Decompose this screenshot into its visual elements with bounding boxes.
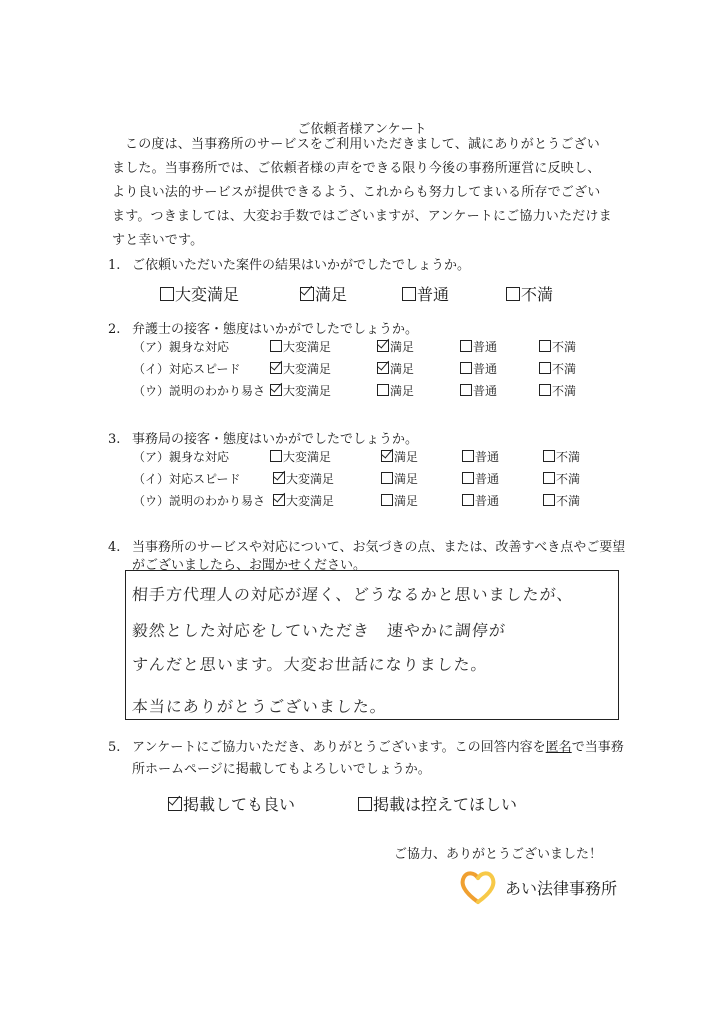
- option-satisfied[interactable]: 満足: [381, 448, 418, 465]
- option-dissatisfied[interactable]: 不満: [539, 382, 576, 399]
- handwritten-line: 本当にありがとうございました。: [131, 697, 388, 716]
- row-label: （ウ）説明のわかり易さ: [133, 494, 266, 508]
- option-dissatisfied[interactable]: 不満: [539, 360, 576, 377]
- question-number: 3.: [108, 432, 121, 447]
- question-2: [108, 318, 418, 337]
- checkbox-checked[interactable]: [300, 287, 314, 301]
- intro-paragraph: この度は、当事務所のサービスをご利用いただきまして、誠にありがとうございました。当事務所では、ご依頼者様の声をできる限り今後の事務所運営に反映し、より良い法的サービスが提供できるよう、これからも努力してまいる所存でございます。つきましては、大変お手数ではございますが、アンケートにご協力いただけますと幸いです。: [112, 137, 612, 248]
- option-satisfied[interactable]: 満足: [377, 382, 414, 399]
- option-satisfied[interactable]: 満足: [381, 470, 418, 487]
- checkbox[interactable]: [506, 287, 520, 301]
- checkbox[interactable]: [160, 287, 174, 301]
- heart-logo-icon: [458, 866, 498, 906]
- checkbox-checked[interactable]: [168, 797, 182, 811]
- option-normal[interactable]: 普通: [460, 360, 497, 377]
- question-number: 1.: [108, 258, 121, 273]
- option-normal[interactable]: 普通: [462, 448, 499, 465]
- q5-option-decline[interactable]: 掲載は控えてほしい: [358, 792, 517, 815]
- option-satisfied[interactable]: 満足: [377, 360, 414, 377]
- checkbox[interactable]: [402, 287, 416, 301]
- option-very-satisfied[interactable]: 大変満足: [270, 360, 331, 377]
- question-text: ご依頼いただいた案件の結果はいかがでしたでしょうか。: [132, 258, 471, 273]
- page-title: ご依頼者様アンケート: [297, 122, 427, 137]
- question-1: [108, 254, 470, 273]
- handwritten-line: すんだと思います。大変お世話になりました。: [131, 655, 489, 674]
- option-very-satisfied[interactable]: 大変満足: [270, 382, 331, 399]
- option-satisfied[interactable]: 満足: [381, 492, 418, 509]
- option-dissatisfied[interactable]: 不満: [539, 338, 576, 355]
- row-label: （イ）対応スピード: [133, 362, 241, 376]
- option-normal[interactable]: 普通: [460, 382, 497, 399]
- question-number: 4.: [108, 540, 121, 555]
- q1-option-satisfied[interactable]: 満足: [300, 282, 347, 305]
- option-normal[interactable]: 普通: [460, 338, 497, 355]
- option-dissatisfied[interactable]: 不満: [543, 448, 580, 465]
- q1-option-dissatisfied[interactable]: 不満: [506, 282, 553, 305]
- option-very-satisfied[interactable]: 大変満足: [273, 470, 334, 487]
- question-number: 2.: [108, 322, 121, 337]
- closing-message: ご協力、ありがとうございました！: [394, 847, 603, 862]
- option-very-satisfied[interactable]: 大変満足: [273, 492, 334, 509]
- question-text: 弁護士の接客・態度はいかがでしたでしょうか。: [132, 322, 419, 337]
- option-normal[interactable]: 普通: [462, 492, 499, 509]
- q1-option-very-satisfied[interactable]: 大変満足: [160, 282, 239, 305]
- option-dissatisfied[interactable]: 不満: [543, 470, 580, 487]
- question-3: [108, 428, 418, 447]
- row-label: （ア）親身な対応: [133, 450, 230, 464]
- row-label: （ウ）説明のわかり易さ: [133, 384, 266, 398]
- row-label: （イ）対応スピード: [133, 472, 241, 486]
- row-label: （ア）親身な対応: [133, 340, 230, 354]
- question-5-line2: 所ホームページに掲載してもよろしいでしょうか。: [132, 762, 431, 777]
- option-satisfied[interactable]: 満足: [377, 338, 414, 355]
- option-very-satisfied[interactable]: 大変満足: [270, 448, 331, 465]
- q1-option-normal[interactable]: 普通: [402, 282, 449, 305]
- option-very-satisfied[interactable]: 大変満足: [270, 338, 331, 355]
- option-dissatisfied[interactable]: 不満: [543, 492, 580, 509]
- brand-name: あい法律事務所: [505, 879, 618, 898]
- q5-option-ok[interactable]: 掲載しても良い: [168, 792, 295, 815]
- question-text-line1: 当事務所のサービスや対応について、お気づきの点、または、改善すべき点やご要望: [132, 540, 626, 555]
- question-number: 5.: [108, 740, 121, 755]
- question-text: 事務局の接客・態度はいかがでしたでしょうか。: [132, 432, 419, 447]
- question-4: [108, 536, 628, 555]
- option-normal[interactable]: 普通: [462, 470, 499, 487]
- checkbox[interactable]: [358, 797, 372, 811]
- question-4-line2: がございましたら、お聞かせください。: [132, 558, 367, 573]
- handwritten-line: 毅然とした対応をしていただき 速やかに調停が: [131, 621, 507, 640]
- anonymous-keyword: 匿名: [545, 740, 572, 755]
- handwritten-line: 相手方代理人の対応が遅く、どうなるかと思いましたが、: [131, 585, 575, 604]
- question-5: 5. アンケートにご協力いただき、ありがとうございます。この回答内容を匿名で当事務: [108, 740, 624, 755]
